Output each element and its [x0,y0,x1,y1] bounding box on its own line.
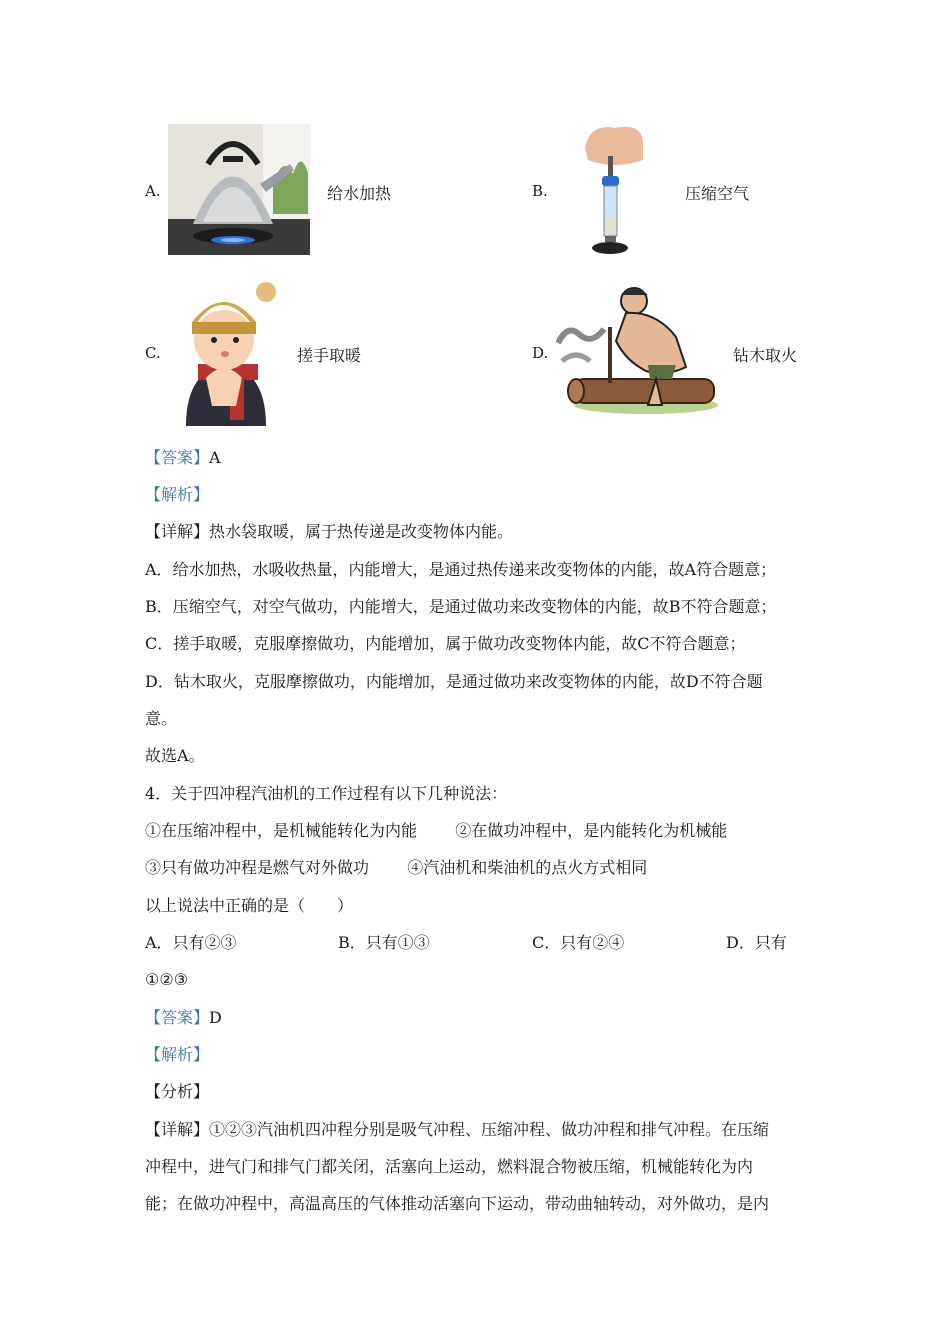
kettle-on-stove-image [168,124,310,255]
explanation-line: D．钻木取火，克服摩擦做功，内能增加，是通过做功来改变物体的内能，故D不符合题 [145,672,763,691]
choice-d: D．只有 [726,933,787,952]
q3-answer-row [145,447,221,469]
option-b-letter: B. [532,182,548,200]
question-4-stem: 4．关于四冲程汽油机的工作过程有以下几种说法： [145,784,508,803]
analysis-tag: 【解析】 [145,485,210,504]
option-a-caption: 给水加热 [327,184,392,203]
option-c-letter: C. [145,344,161,362]
detail-text: ①②③汽油机四冲程分别是吸气冲程、压缩冲程、做功冲程和排气冲程。在压缩 [209,1120,770,1139]
detail-tag: 【详解】 [145,1120,210,1139]
drilling-wood-fire-image [556,283,718,415]
option-b-caption: 压缩空气 [685,184,750,203]
q4-answer-row [145,1007,222,1029]
detail-line: 能；在做功冲程中，高温高压的气体推动活塞向下运动，带动曲轴转动，对外做功，是内 [145,1194,770,1213]
statement-row-2 [145,857,647,879]
fenxi-tag: 【分析】 [145,1082,210,1101]
air-compression-syringe-image [575,118,645,260]
choice-d-continuation: ①②③ [145,970,189,989]
explanation-line: 意。 [145,709,178,728]
statement-3: ③只有做功冲程是燃气对外做功 [145,858,370,877]
choice-b: B．只有①③ [338,933,430,952]
q3-detail-row [145,521,513,543]
option-d-caption: 钻木取火 [733,346,798,365]
answer-tag: 【答案】 [145,1008,210,1027]
choice-a: A．只有②③ [145,933,237,952]
detail-tag: 【详解】 [145,522,210,541]
option-a-letter: A. [145,182,161,200]
answer-tag: 【答案】 [145,448,210,467]
choice-c: C．只有②④ [532,933,625,952]
analysis-tag: 【解析】 [145,1045,210,1064]
answer-value: D [209,1008,222,1027]
q4-detail-row [145,1119,769,1141]
option-d-letter: D. [532,344,549,362]
conclusion-line: 故选A。 [145,746,205,765]
statement-4: ④汽油机和柴油机的点火方式相同 [407,858,648,877]
explanation-line: C．搓手取暖，克服摩擦做功，内能增加，属于做功改变物体内能，故C不符合题意； [145,634,746,653]
option-c-caption: 搓手取暖 [297,346,362,365]
detail-text: 热水袋取暖，属于热传递是改变物体内能。 [209,522,514,541]
statement-2: ②在做功冲程中，是内能转化为机械能 [455,821,728,840]
question-prompt: 以上说法中正确的是（ ） [145,896,354,915]
explanation-line: A．给水加热，水吸收热量，内能增大，是通过热传递来改变物体的内能，故A符合题意； [145,560,777,579]
rubbing-hands-boy-image [168,278,280,426]
statement-1: ①在压缩冲程中，是机械能转化为内能 [145,821,418,840]
answer-value: A [209,448,221,467]
detail-line: 冲程中，进气门和排气门都关闭，活塞向上运动，燃料混合物被压缩，机械能转化为内 [145,1157,754,1176]
statement-row-1 [145,820,727,842]
explanation-line: B．压缩空气，对空气做功，内能增大，是通过做功来改变物体的内能，故B不符合题意； [145,597,777,616]
